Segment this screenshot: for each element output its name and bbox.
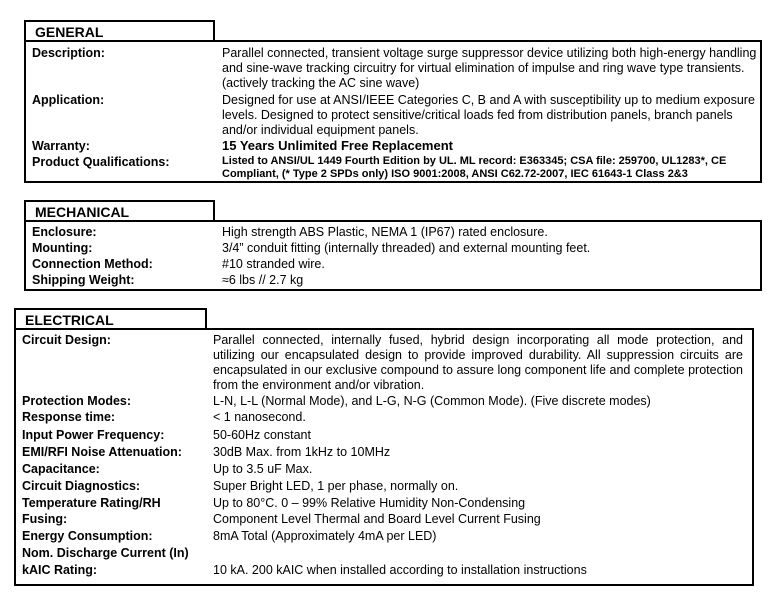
warranty-label: Warranty: xyxy=(32,139,90,153)
description-value: Parallel connected, transient voltage surge suppressor device utilizing both high-energy handling and sine-wave tracking circuitry for virtual elimination of impulse and ring wave type transients. (actively tracking the AC sine wave) xyxy=(222,46,757,90)
energy-consumption-label: Energy Consumption: xyxy=(22,529,153,543)
shipping-weight-label: Shipping Weight: xyxy=(32,273,135,287)
kaic-rating-label: kAIC Rating: xyxy=(22,563,97,577)
mechanical-section xyxy=(24,220,762,291)
circuit-diagnostics-value: Super Bright LED, 1 per phase, normally on. xyxy=(213,479,459,493)
circuit-diagnostics-label: Circuit Diagnostics: xyxy=(22,479,141,493)
application-value: Designed for use at ANSI/IEEE Categories C, B and A with susceptibility up to medium exposure levels. Designed to protect sensitive/critical loads fed from distribution panels, branch panels and/or individual equipment panels. xyxy=(222,93,755,137)
protection-modes-label: Protection Modes: xyxy=(22,394,132,408)
electrical-section-title: ELECTRICAL xyxy=(14,308,207,328)
temperature-rating-value: Up to 80°C. 0 – 99% Relative Humidity Non-Condensing xyxy=(213,496,526,510)
protection-modes-value: L-N, L-L (Normal Mode), and L-G, N-G (Common Mode). (Five discrete modes) xyxy=(213,394,651,408)
fusing-label: Fusing: xyxy=(22,512,68,526)
warranty-value: 15 Years Unlimited Free Replacement xyxy=(222,138,453,153)
electrical-section xyxy=(14,328,754,586)
fusing-value: Component Level Thermal and Board Level Current Fusing xyxy=(213,512,541,526)
connection-method-label: Connection Method: xyxy=(32,257,153,271)
shipping-weight-value: ≈6 lbs // 2.7 kg xyxy=(222,273,304,287)
general-section xyxy=(24,40,762,183)
mechanical-section-title: MECHANICAL xyxy=(24,200,215,220)
general-section-title: GENERAL xyxy=(24,20,215,40)
temperature-rating-label: Temperature Rating/RH xyxy=(22,496,161,510)
response-time-label: Response time: xyxy=(22,410,116,424)
response-time-value: < 1 nanosecond. xyxy=(213,410,306,424)
emi-rfi-noise-attenuation-label: EMI/RFI Noise Attenuation: xyxy=(22,445,182,459)
input-power-frequency-value: 50-60Hz constant xyxy=(213,428,311,442)
nom-discharge-current-label: Nom. Discharge Current (In) xyxy=(22,546,189,560)
product-qualifications-value: Listed to ANSI/UL 1449 Fourth Edition by UL. ML record: E363345; CSA file: 259700, UL1283*, CE Compliant, (* Type 2 SPDs only) ISO 9001:2008, ANSI C62.72-2007, IEC 61643-1 Class 2&3 xyxy=(222,155,727,180)
enclosure-value: High strength ABS Plastic, NEMA 1 (IP67) rated enclosure. xyxy=(222,225,548,239)
circuit-design-label: Circuit Design: xyxy=(22,333,111,347)
energy-consumption-value: 8mA Total (Approximately 4mA per LED) xyxy=(213,529,437,543)
enclosure-label: Enclosure: xyxy=(32,225,97,239)
circuit-design-value: Parallel connected, internally fused, hybrid design incorporating all mode protection, and utilizing our encapsulated design to provide improved durability. All suppression circuits are encapsulated in our exclusive compound to assure long component life and complete protection from the environment and/or vibration. xyxy=(213,333,743,392)
connection-method-value: #10 stranded wire. xyxy=(222,257,325,271)
input-power-frequency-label: Input Power Frequency: xyxy=(22,428,165,442)
emi-rfi-noise-attenuation-value: 30dB Max. from 1kHz to 10MHz xyxy=(213,445,391,459)
capacitance-label: Capacitance: xyxy=(22,462,100,476)
product-qualifications-label: Product Qualifications: xyxy=(32,155,170,169)
mounting-value: 3/4” conduit fitting (internally threaded) and external mounting feet. xyxy=(222,241,591,255)
description-label: Description: xyxy=(32,46,105,60)
kaic-rating-value: 10 kA. 200 kAIC when installed according to installation instructions xyxy=(213,563,587,577)
capacitance-value: Up to 3.5 uF Max. xyxy=(213,462,313,476)
application-label: Application: xyxy=(32,93,105,107)
mounting-label: Mounting: xyxy=(32,241,93,255)
